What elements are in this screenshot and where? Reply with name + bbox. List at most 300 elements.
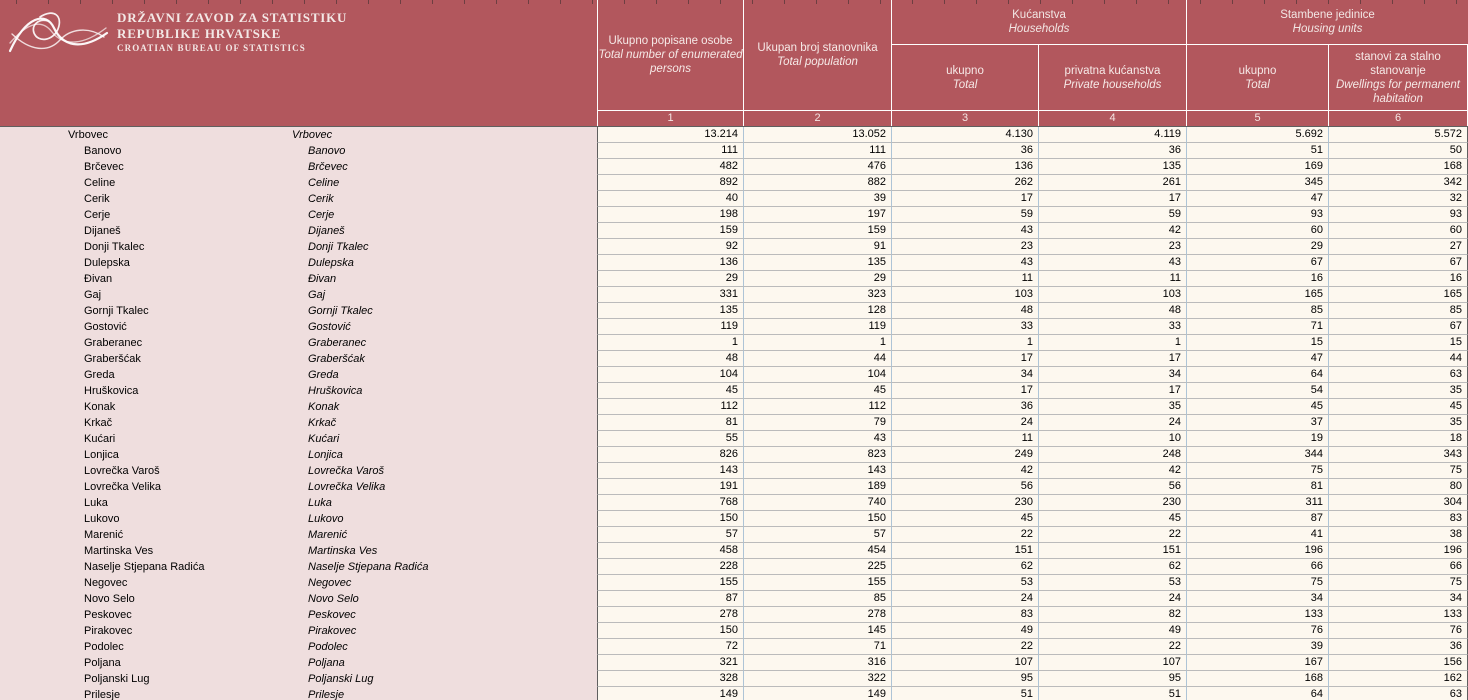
value-cell-col5: 41 [1186, 527, 1328, 543]
col1-label-hr: Ukupno popisane osobe [608, 35, 733, 47]
column-number-3: 3 [891, 110, 1038, 126]
value-cell-col2: 882 [743, 175, 891, 191]
table-row [0, 399, 1468, 415]
value-cell-col3: 22 [891, 527, 1038, 543]
value-cell-col2: 316 [743, 655, 891, 671]
place-name-hr: Dulepska [0, 255, 224, 271]
col4-label-en: Private households [1063, 78, 1162, 91]
value-cell-col6: 67 [1328, 319, 1468, 335]
place-name-hr: Lonjica [0, 447, 224, 463]
tick-mark [1360, 0, 1361, 4]
place-name-hr: Gaj [0, 287, 224, 303]
value-cell-col3: 24 [891, 415, 1038, 431]
place-name-en: Kućari [224, 431, 597, 447]
table-row [0, 607, 1468, 623]
value-cell-col2: 104 [743, 367, 891, 383]
column-header-housing-total [1186, 45, 1328, 110]
value-cell-col1: 1 [597, 335, 743, 351]
value-cell-col4: 42 [1038, 463, 1186, 479]
place-name-hr: Donji Tkalec [0, 239, 224, 255]
value-cell-col5: 344 [1186, 447, 1328, 463]
value-cell-col1: 191 [597, 479, 743, 495]
value-cell-col5: 345 [1186, 175, 1328, 191]
value-cell-col1: 111 [597, 143, 743, 159]
logo-zone [0, 0, 597, 110]
value-cell-col3: 23 [891, 239, 1038, 255]
place-name-en: Lovrečka Varoš [224, 463, 597, 479]
value-cell-col4: 24 [1038, 415, 1186, 431]
place-name-en: Poljana [224, 655, 597, 671]
value-cell-col2: 476 [743, 159, 891, 175]
table-row [0, 623, 1468, 639]
place-name-hr: Podolec [0, 639, 224, 655]
value-cell-col4: 62 [1038, 559, 1186, 575]
value-cell-col4: 4.119 [1038, 127, 1186, 143]
value-cell-col1: 150 [597, 511, 743, 527]
value-cell-col2: 29 [743, 271, 891, 287]
place-name-hr: Greda [0, 367, 224, 383]
value-cell-col1: 149 [597, 687, 743, 700]
table-row [0, 415, 1468, 431]
cbs-waves-logo-icon [8, 6, 110, 71]
table-row [0, 159, 1468, 175]
value-cell-col1: 112 [597, 399, 743, 415]
value-cell-col1: 135 [597, 303, 743, 319]
value-cell-col3: 22 [891, 639, 1038, 655]
table-body [0, 126, 1468, 700]
value-cell-col2: 44 [743, 351, 891, 367]
value-cell-col1: 331 [597, 287, 743, 303]
place-name-en: Luka [224, 495, 597, 511]
table-row [0, 575, 1468, 591]
value-cell-col6: 304 [1328, 495, 1468, 511]
place-name-en: Prilesje [224, 687, 597, 700]
value-cell-col1: 482 [597, 159, 743, 175]
tick-mark [624, 0, 625, 4]
value-cell-col2: 119 [743, 319, 891, 335]
value-cell-col5: 75 [1186, 575, 1328, 591]
value-cell-col2: 278 [743, 607, 891, 623]
table-row [0, 287, 1468, 303]
value-cell-col3: 53 [891, 575, 1038, 591]
tick-mark [1264, 0, 1265, 4]
col2-label-en: Total population [777, 56, 858, 68]
value-cell-col2: 225 [743, 559, 891, 575]
value-cell-col2: 128 [743, 303, 891, 319]
value-cell-col2: 85 [743, 591, 891, 607]
place-name-hr: Poljanski Lug [0, 671, 224, 687]
table-row [0, 239, 1468, 255]
value-cell-col2: 823 [743, 447, 891, 463]
value-cell-col1: 150 [597, 623, 743, 639]
value-cell-col2: 45 [743, 383, 891, 399]
value-cell-col6: 32 [1328, 191, 1468, 207]
place-name-en: Celine [224, 175, 597, 191]
place-name-hr: Pirakovec [0, 623, 224, 639]
value-cell-col3: 33 [891, 319, 1038, 335]
value-cell-col5: 64 [1186, 367, 1328, 383]
tick-mark [752, 0, 753, 4]
value-cell-col1: 143 [597, 463, 743, 479]
place-name-en: Negovec [224, 575, 597, 591]
value-cell-col2: 111 [743, 143, 891, 159]
value-cell-col6: 35 [1328, 383, 1468, 399]
table-row [0, 383, 1468, 399]
value-cell-col1: 768 [597, 495, 743, 511]
value-cell-col6: 63 [1328, 687, 1468, 700]
value-cell-col1: 57 [597, 527, 743, 543]
value-cell-col6: 16 [1328, 271, 1468, 287]
value-cell-col2: 71 [743, 639, 891, 655]
value-cell-col2: 43 [743, 431, 891, 447]
tick-mark [1328, 0, 1329, 4]
table-row [0, 255, 1468, 271]
place-name-hr: Lukovo [0, 511, 224, 527]
tick-mark [1232, 0, 1233, 4]
value-cell-col3: 136 [891, 159, 1038, 175]
value-cell-col4: 103 [1038, 287, 1186, 303]
value-cell-col5: 133 [1186, 607, 1328, 623]
table-row [0, 559, 1468, 575]
value-cell-col3: 83 [891, 607, 1038, 623]
value-cell-col3: 95 [891, 671, 1038, 687]
tick-mark [1040, 0, 1041, 4]
value-cell-col6: 80 [1328, 479, 1468, 495]
place-name-en: Dijaneš [224, 223, 597, 239]
column-group-households [891, 0, 1186, 110]
value-cell-col4: 45 [1038, 511, 1186, 527]
value-cell-col3: 4.130 [891, 127, 1038, 143]
value-cell-col1: 29 [597, 271, 743, 287]
place-name-hr: Hruškovica [0, 383, 224, 399]
value-cell-col3: 17 [891, 191, 1038, 207]
table-row [0, 543, 1468, 559]
value-cell-col5: 34 [1186, 591, 1328, 607]
table-row [0, 639, 1468, 655]
value-cell-col4: 151 [1038, 543, 1186, 559]
value-cell-col1: 892 [597, 175, 743, 191]
value-cell-col4: 17 [1038, 191, 1186, 207]
value-cell-col5: 167 [1186, 655, 1328, 671]
value-cell-col4: 24 [1038, 591, 1186, 607]
tick-mark [1456, 0, 1457, 4]
place-name-hr: Naselje Stjepana Radića [0, 559, 224, 575]
group1-title-hr: Kućanstva [1012, 9, 1066, 21]
value-cell-col4: 10 [1038, 431, 1186, 447]
place-name-en: Poljanski Lug [224, 671, 597, 687]
value-cell-col5: 87 [1186, 511, 1328, 527]
value-cell-col5: 165 [1186, 287, 1328, 303]
value-cell-col5: 71 [1186, 319, 1328, 335]
group1-title-en: Households [1008, 23, 1070, 35]
value-cell-col6: 196 [1328, 543, 1468, 559]
value-cell-col5: 39 [1186, 639, 1328, 655]
value-cell-col6: 63 [1328, 367, 1468, 383]
value-cell-col3: 11 [891, 271, 1038, 287]
value-cell-col2: 323 [743, 287, 891, 303]
value-cell-col6: 156 [1328, 655, 1468, 671]
column-group-housing-units [1186, 0, 1468, 110]
value-cell-col3: 249 [891, 447, 1038, 463]
tick-mark [784, 0, 785, 4]
value-cell-col4: 33 [1038, 319, 1186, 335]
col5-label-hr: ukupno [1238, 64, 1277, 77]
value-cell-col5: 54 [1186, 383, 1328, 399]
value-cell-col6: 5.572 [1328, 127, 1468, 143]
table-row [0, 223, 1468, 239]
place-name-hr: Dijaneš [0, 223, 224, 239]
value-cell-col2: 454 [743, 543, 891, 559]
value-cell-col3: 59 [891, 207, 1038, 223]
value-cell-col6: 27 [1328, 239, 1468, 255]
value-cell-col1: 328 [597, 671, 743, 687]
value-cell-col6: 35 [1328, 415, 1468, 431]
value-cell-col4: 135 [1038, 159, 1186, 175]
place-name-en: Dulepska [224, 255, 597, 271]
value-cell-col1: 81 [597, 415, 743, 431]
value-cell-col5: 67 [1186, 255, 1328, 271]
tick-mark [976, 0, 977, 4]
value-cell-col1: 159 [597, 223, 743, 239]
value-cell-col3: 42 [891, 463, 1038, 479]
col1-label-en: Total number of enumerated persons [598, 49, 743, 75]
value-cell-col4: 230 [1038, 495, 1186, 511]
value-cell-col5: 75 [1186, 463, 1328, 479]
value-cell-col1: 48 [597, 351, 743, 367]
value-cell-col3: 230 [891, 495, 1038, 511]
value-cell-col1: 13.214 [597, 127, 743, 143]
value-cell-col4: 17 [1038, 351, 1186, 367]
value-cell-col6: 93 [1328, 207, 1468, 223]
value-cell-col5: 66 [1186, 559, 1328, 575]
value-cell-col3: 45 [891, 511, 1038, 527]
tick-mark [880, 0, 881, 4]
group2-title-hr: Stambene jedinice [1280, 9, 1375, 21]
column-number-2: 2 [743, 110, 891, 126]
column-header-permanent-dwellings [1328, 45, 1468, 110]
value-cell-col4: 34 [1038, 367, 1186, 383]
place-name-en: Gornji Tkalec [224, 303, 597, 319]
value-cell-col3: 103 [891, 287, 1038, 303]
value-cell-col4: 49 [1038, 623, 1186, 639]
col4-label-hr: privatna kućanstva [1064, 64, 1161, 77]
table-row [0, 511, 1468, 527]
value-cell-col6: 83 [1328, 511, 1468, 527]
place-name-en: Hruškovica [224, 383, 597, 399]
value-cell-col2: 57 [743, 527, 891, 543]
column-number-row [0, 110, 1468, 126]
value-cell-col6: 75 [1328, 463, 1468, 479]
value-cell-col3: 62 [891, 559, 1038, 575]
value-cell-col2: 322 [743, 671, 891, 687]
tick-mark [720, 0, 721, 4]
col3-label-hr: ukupno [946, 64, 984, 77]
value-cell-col4: 35 [1038, 399, 1186, 415]
table-row [0, 127, 1468, 143]
place-name-en: Lonjica [224, 447, 597, 463]
value-cell-col6: 343 [1328, 447, 1468, 463]
value-cell-col6: 342 [1328, 175, 1468, 191]
table-row [0, 463, 1468, 479]
value-cell-col4: 48 [1038, 303, 1186, 319]
value-cell-col2: 112 [743, 399, 891, 415]
value-cell-col2: 143 [743, 463, 891, 479]
tick-mark [1424, 0, 1425, 4]
value-cell-col5: 16 [1186, 271, 1328, 287]
place-name-hr: Konak [0, 399, 224, 415]
value-cell-col4: 42 [1038, 223, 1186, 239]
value-cell-col2: 189 [743, 479, 891, 495]
table-row [0, 591, 1468, 607]
org-name-line1: DRŽAVNI ZAVOD ZA STATISTIKU [117, 10, 348, 25]
value-cell-col4: 56 [1038, 479, 1186, 495]
table-row [0, 527, 1468, 543]
value-cell-col5: 29 [1186, 239, 1328, 255]
place-name-en: Krkač [224, 415, 597, 431]
org-name-line3: CROATIAN BUREAU OF STATISTICS [117, 43, 306, 53]
value-cell-col5: 19 [1186, 431, 1328, 447]
table-row [0, 479, 1468, 495]
table-header [0, 0, 1468, 126]
value-cell-col3: 262 [891, 175, 1038, 191]
table-row [0, 319, 1468, 335]
group-title-housing-units [1186, 0, 1468, 45]
place-name-hr: Novo Selo [0, 591, 224, 607]
value-cell-col1: 321 [597, 655, 743, 671]
table-row [0, 303, 1468, 319]
value-cell-col5: 93 [1186, 207, 1328, 223]
col5-label-en: Total [1245, 78, 1270, 91]
value-cell-col3: 48 [891, 303, 1038, 319]
col6-label-hr: stanovi za stalno stanovanje [1355, 50, 1441, 77]
place-name-hr: Kućari [0, 431, 224, 447]
column-header-enumerated-persons [597, 0, 743, 110]
col6-label-en: Dwellings for permanent habitation [1335, 78, 1460, 105]
value-cell-col4: 261 [1038, 175, 1186, 191]
value-cell-col1: 92 [597, 239, 743, 255]
column-header-private-households [1038, 45, 1186, 110]
value-cell-col4: 36 [1038, 143, 1186, 159]
place-name-en: Gostović [224, 319, 597, 335]
table-row [0, 671, 1468, 687]
value-cell-col6: 34 [1328, 591, 1468, 607]
value-cell-col6: 60 [1328, 223, 1468, 239]
value-cell-col2: 91 [743, 239, 891, 255]
value-cell-col5: 85 [1186, 303, 1328, 319]
value-cell-col2: 79 [743, 415, 891, 431]
place-name-en: Lukovo [224, 511, 597, 527]
value-cell-col3: 36 [891, 399, 1038, 415]
value-cell-col2: 197 [743, 207, 891, 223]
place-name-en: Peskovec [224, 607, 597, 623]
place-name-en: Marenić [224, 527, 597, 543]
place-name-en: Martinska Ves [224, 543, 597, 559]
value-cell-col3: 24 [891, 591, 1038, 607]
value-cell-col1: 72 [597, 639, 743, 655]
value-cell-col4: 22 [1038, 527, 1186, 543]
column-number-4: 4 [1038, 110, 1186, 126]
place-name-hr: Celine [0, 175, 224, 191]
place-name-en: Graberšćak [224, 351, 597, 367]
value-cell-col6: 133 [1328, 607, 1468, 623]
value-cell-col3: 107 [891, 655, 1038, 671]
value-cell-col2: 740 [743, 495, 891, 511]
value-cell-col5: 47 [1186, 191, 1328, 207]
value-cell-col3: 43 [891, 255, 1038, 271]
place-name-hr: Brčevec [0, 159, 224, 175]
value-cell-col6: 36 [1328, 639, 1468, 655]
value-cell-col6: 75 [1328, 575, 1468, 591]
place-name-hr: Gornji Tkalec [0, 303, 224, 319]
tick-mark [1168, 0, 1169, 4]
value-cell-col1: 87 [597, 591, 743, 607]
tick-mark [848, 0, 849, 4]
tick-mark [1008, 0, 1009, 4]
place-name-en: Naselje Stjepana Radića [224, 559, 597, 575]
tick-mark [944, 0, 945, 4]
place-name-hr: Negovec [0, 575, 224, 591]
value-cell-col5: 5.692 [1186, 127, 1328, 143]
value-cell-col1: 826 [597, 447, 743, 463]
place-name-en: Konak [224, 399, 597, 415]
value-cell-col1: 119 [597, 319, 743, 335]
value-cell-col4: 107 [1038, 655, 1186, 671]
value-cell-col5: 64 [1186, 687, 1328, 700]
table-row [0, 495, 1468, 511]
column-header-households-total [891, 45, 1038, 110]
value-cell-col5: 45 [1186, 399, 1328, 415]
value-cell-col3: 34 [891, 367, 1038, 383]
value-cell-col2: 149 [743, 687, 891, 700]
value-cell-col2: 150 [743, 511, 891, 527]
value-cell-col1: 55 [597, 431, 743, 447]
value-cell-col3: 43 [891, 223, 1038, 239]
place-name-hr: Graberanec [0, 335, 224, 351]
table-row [0, 143, 1468, 159]
table-row [0, 191, 1468, 207]
value-cell-col4: 53 [1038, 575, 1186, 591]
group-title-households [891, 0, 1186, 45]
tick-mark [656, 0, 657, 4]
table-row [0, 367, 1468, 383]
place-name-hr: Cerje [0, 207, 224, 223]
place-name-en: Greda [224, 367, 597, 383]
value-cell-col3: 151 [891, 543, 1038, 559]
value-cell-col5: 81 [1186, 479, 1328, 495]
place-name-en: Gaj [224, 287, 597, 303]
table-row [0, 175, 1468, 191]
value-cell-col6: 168 [1328, 159, 1468, 175]
value-cell-col1: 136 [597, 255, 743, 271]
place-name-en: Cerik [224, 191, 597, 207]
value-cell-col6: 85 [1328, 303, 1468, 319]
value-cell-col5: 168 [1186, 671, 1328, 687]
place-name-en: Pirakovec [224, 623, 597, 639]
value-cell-col5: 196 [1186, 543, 1328, 559]
place-name-hr: Banovo [0, 143, 224, 159]
place-name-hr: Peskovec [0, 607, 224, 623]
tick-mark [1072, 0, 1073, 4]
place-name-en: Novo Selo [224, 591, 597, 607]
value-cell-col3: 1 [891, 335, 1038, 351]
value-cell-col2: 159 [743, 223, 891, 239]
tick-mark [912, 0, 913, 4]
col3-label-en: Total [952, 78, 978, 91]
value-cell-col1: 155 [597, 575, 743, 591]
value-cell-col4: 59 [1038, 207, 1186, 223]
value-cell-col6: 76 [1328, 623, 1468, 639]
value-cell-col1: 45 [597, 383, 743, 399]
